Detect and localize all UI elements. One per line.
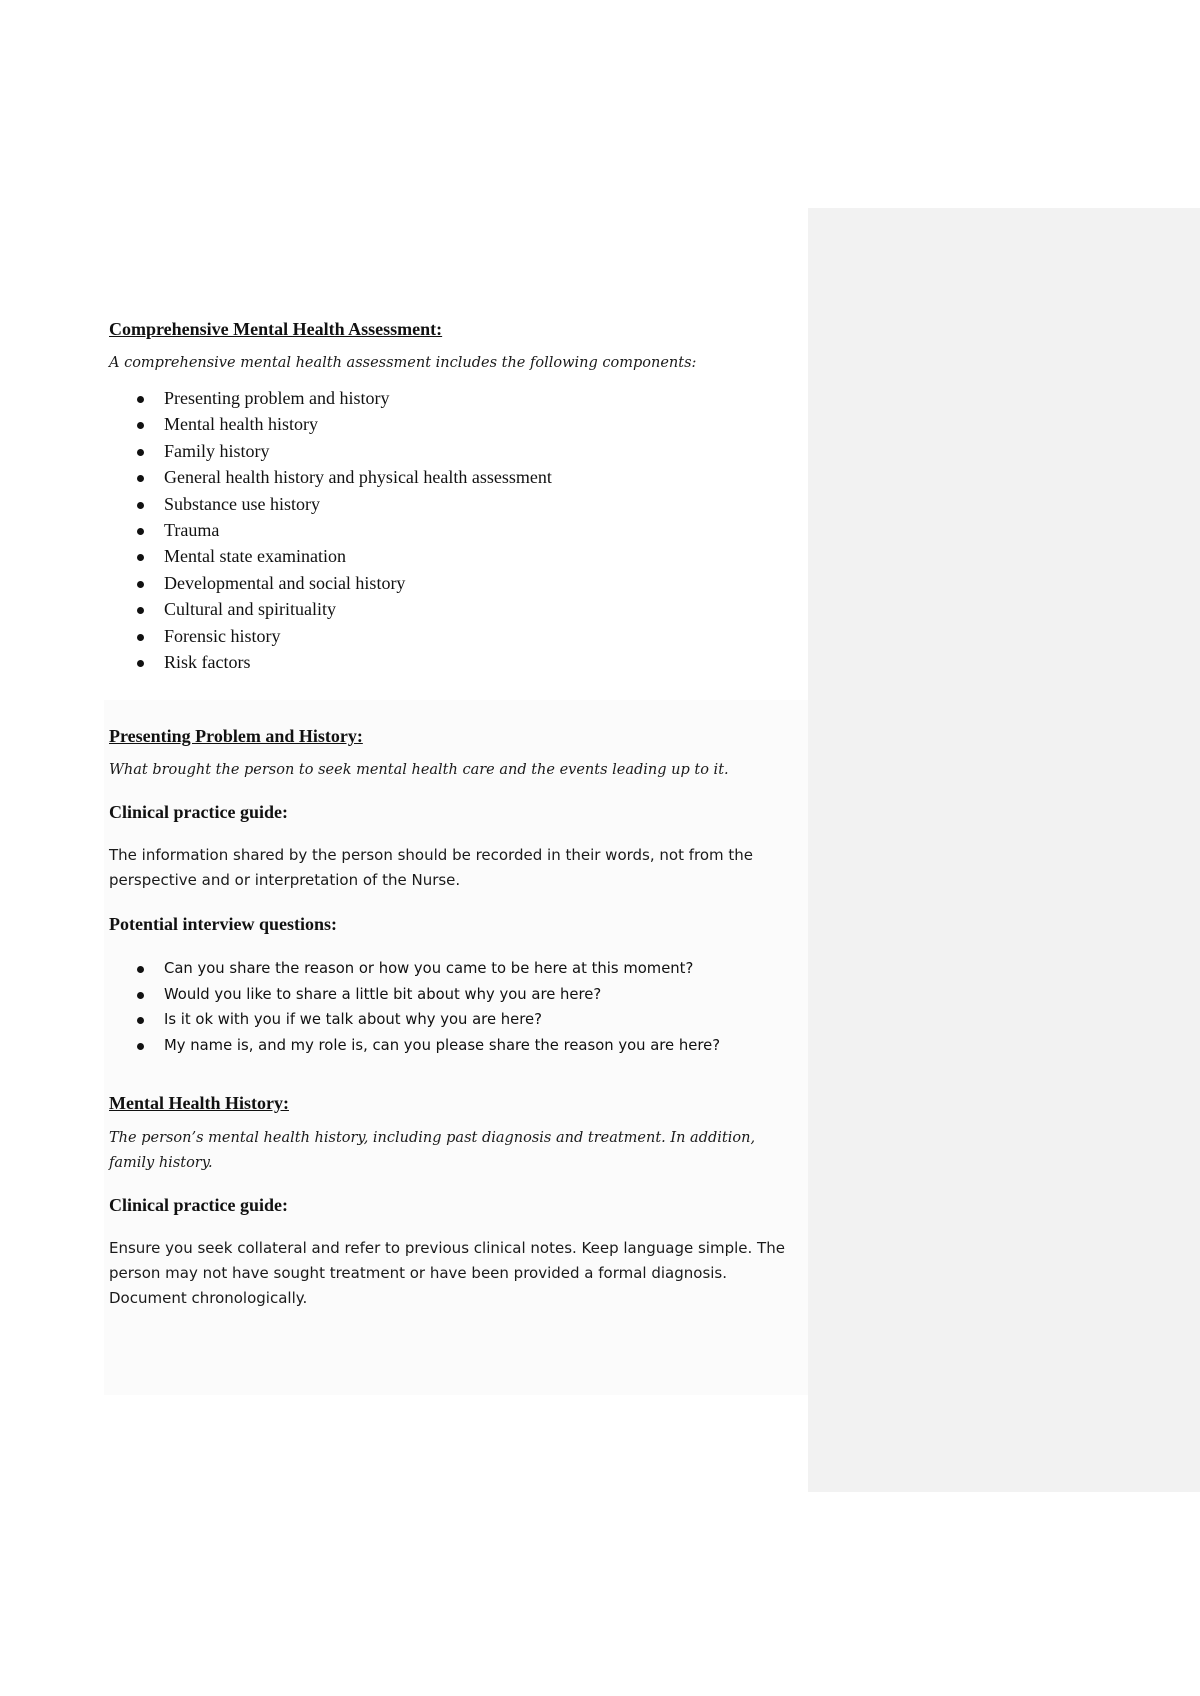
bullet-icon (137, 475, 144, 482)
bullet-icon (137, 607, 144, 614)
clinical-guide-label: Clinical practice guide: (109, 802, 288, 823)
list-item: Can you share the reason or how you came to be here at this moment? (109, 956, 799, 981)
list-item: My name is, and my role is, can you please share the reason you are here? (109, 1033, 799, 1058)
list-item: Presenting problem and history (109, 386, 799, 412)
bullet-icon (137, 449, 144, 456)
list-item: Mental health history (109, 412, 799, 438)
bullet-icon (137, 1017, 144, 1024)
list-item: Developmental and social history (109, 571, 799, 597)
bullet-icon (137, 966, 144, 973)
list-item: Risk factors (109, 650, 799, 676)
bullet-icon (137, 528, 144, 535)
bullet-icon (137, 634, 144, 641)
bullet-icon (137, 502, 144, 509)
interview-questions-label: Potential interview questions: (109, 914, 337, 935)
section-lead: What brought the person to seek mental health care and the events leading up to it. (109, 762, 729, 779)
bullet-icon (137, 422, 144, 429)
interview-questions-list (109, 956, 799, 1058)
section-lead: A comprehensive mental health assessment includes the following components: (109, 355, 697, 371)
list-item: Is it ok with you if we talk about why you are here? (109, 1007, 799, 1032)
bullet-icon (137, 554, 144, 561)
bullet-icon (137, 992, 144, 999)
section-lead: The person’s mental health history, including past diagnosis and treatment. In addition, family history. (109, 1130, 756, 1172)
list-item: Trauma (109, 518, 799, 544)
clinical-guide-label: Clinical practice guide: (109, 1195, 288, 1216)
bullet-icon (137, 396, 144, 403)
section-heading: Mental Health History: (109, 1093, 289, 1114)
list-item: Family history (109, 439, 799, 465)
comment-margin-pane (808, 208, 1200, 1492)
clinical-guide-text: The information shared by the person should be recorded in their words, not from the perspective and or interpretation of the Nurse. (109, 846, 754, 890)
section-heading: Presenting Problem and History: (109, 726, 363, 747)
bullet-icon (137, 581, 144, 588)
section-comprehensive-assessment (109, 316, 799, 676)
document-body (109, 316, 799, 1311)
bullet-icon (137, 660, 144, 667)
section-heading: Comprehensive Mental Health Assessment: (109, 319, 443, 339)
list-item: Would you like to share a little bit about why you are here? (109, 982, 799, 1007)
list-item: Cultural and spirituality (109, 597, 799, 623)
components-list (109, 386, 799, 676)
list-item: Substance use history (109, 492, 799, 518)
section-mental-health-history (109, 1090, 799, 1311)
list-item: Forensic history (109, 624, 799, 650)
bullet-icon (137, 1043, 144, 1050)
section-presenting-problem (109, 723, 799, 1058)
list-item: General health history and physical health assessment (109, 465, 799, 491)
list-item: Mental state examination (109, 544, 799, 570)
clinical-guide-text: Ensure you seek collateral and refer to previous clinical notes. Keep language simple. The person may not have sought treatment or have been provided a formal diagnosis. Document chronologically. (109, 1239, 785, 1308)
